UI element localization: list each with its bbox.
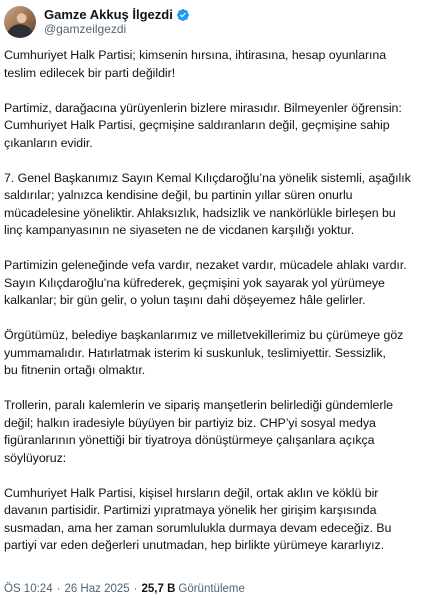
tweet-time[interactable]: ÖS 10:24	[4, 583, 53, 595]
tweet-paragraph: Trollerin, paralı kalemlerin ve sipariş manşetlerin belirlediği gündemlerle değil; halkın iradesiyle büyüyen bir partiyiz biz. CHP’yi sosyal medya figüranlarının yönettiği bir tiyatroya dönüştürmeye çalışanlara açıkça söylüyoruz:	[4, 398, 394, 465]
tweet-paragraph: Cumhuriyet Halk Partisi, kişisel hırsların değil, ortak aklın ve köklü bir davanın partisidir. Partimizi yıpratmaya yönelik her girişim karşısında susmadan, ama her zaman sorumlulukla durmaya devam edeceğiz. Bu partiyi var eden değerleri unutmadan, hep birlikte yürümeye kararlıyız.	[4, 485, 392, 552]
tweet-paragraph: Partimiz, darağacına yürüyenlerin bizlere mirasıdır. Bilmeyenler öğrensin: Cumhuriyet Halk Partisi, geçmişine saldıranların değil, geçmişine sahip çıkanların evidir.	[4, 100, 402, 150]
tweet-date[interactable]: 26 Haz 2025	[64, 583, 130, 595]
tweet-text	[4, 47, 436, 555]
tweet-paragraph: Cumhuriyet Halk Partisi; kimsenin hırsına, ihtirasına, hesap oyunlarına teslim edilecek bir parti değildir!	[4, 48, 387, 80]
tweet-meta	[4, 583, 245, 595]
tweet-header	[4, 6, 190, 38]
verified-badge-icon	[176, 8, 190, 22]
tweet-paragraph: Örgütümüz, belediye başkanlarımız ve milletvekillerimiz bu çürümeye göz yummamalıdır. Hatırlatmak isterim ki suskunluk, teslimiyettir. Sessizlik, bu fitnenin ortağı olmaktır.	[4, 328, 404, 377]
meta-separator: ·	[133, 583, 138, 595]
author-display-name[interactable]: Gamze Akkuş İlgezdi	[44, 7, 173, 22]
views-label: Görüntüleme	[178, 583, 245, 595]
tweet-paragraph: 7. Genel Başkanımız Sayın Kemal Kılıçdaroğlu’na yönelik sistemli, aşağılık saldırılar; yalnızca kendisine değil, bu partinin yıllar süren onurlu mücadelesine yöneliktir. Ahlaksızlık, hadsizlik ve nankörlükle birleşen bu linç kampanyasının ne siyaseten ne de vicdanen karşılığı yoktur.	[4, 170, 411, 237]
author-name-row	[44, 7, 190, 22]
tweet-paragraph: Partimizin geleneğinde vefa vardır, nezaket vardır, mücadele ahlakı vardır. Sayın Kılıçdaroğlu’na küfrederek, geçmişini yok sayarak yol yürümeye kalkanlar; bir gün gelir, o yolun taşını dahi döşeyemez hâle gelirler.	[4, 258, 407, 307]
author-avatar[interactable]	[4, 6, 36, 38]
views-count[interactable]: 25,7 B	[141, 583, 176, 595]
author-names	[44, 7, 190, 37]
author-handle[interactable]: @gamzeilgezdi	[44, 22, 127, 36]
meta-separator: ·	[56, 583, 61, 595]
